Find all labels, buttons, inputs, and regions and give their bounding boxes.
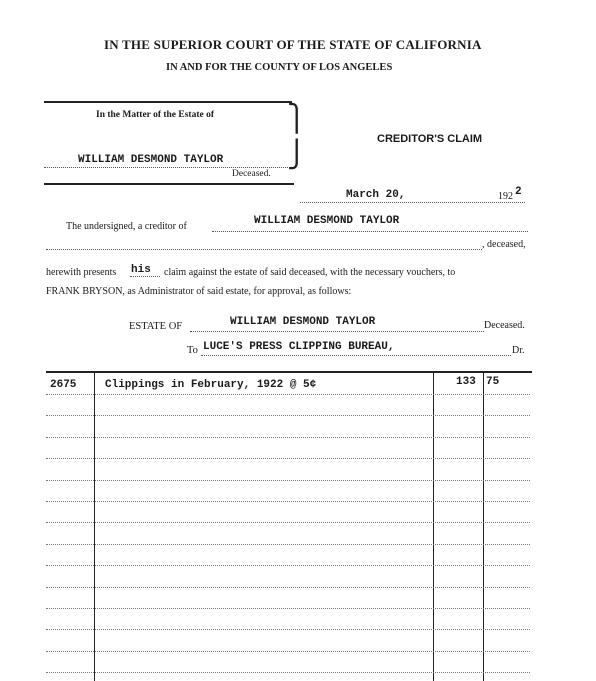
to-line — [201, 355, 511, 356]
ledger-quantity: 2675 — [50, 379, 77, 391]
his-word: his — [131, 264, 151, 276]
estate-of-line — [190, 331, 484, 332]
ledger-row-line — [46, 501, 530, 502]
his-line — [130, 276, 160, 277]
ledger-row-line — [46, 672, 530, 673]
administrator-text: FRANK BRYSON, as Administrator of said estate, for approval, as follows: — [46, 286, 352, 297]
caption-name-line — [44, 167, 294, 168]
claim-year-prefix: 192 — [498, 191, 513, 202]
estate-of-label: ESTATE OF — [129, 321, 183, 332]
estate-deceased-label: Deceased. — [484, 320, 525, 331]
caption-bottom-rule — [44, 183, 294, 185]
ledger-row-line — [46, 544, 530, 545]
ledger-row-line — [46, 565, 530, 566]
ledger-row-line — [46, 522, 530, 523]
caption-brace-top: ⎫ — [287, 104, 307, 134]
claim-text: claim against the estate of said deceased, with the necessary vouchers, to — [164, 267, 456, 278]
claim-date: March 20, — [346, 189, 406, 201]
creditor-of-line — [212, 231, 528, 232]
caption-decedent-name: WILLIAM DESMOND TAYLOR — [78, 154, 224, 166]
caption-brace-bottom: ⎭ — [287, 140, 307, 170]
ledger-dollars: 133 — [456, 376, 476, 388]
ledger-col-cents-divider — [483, 373, 484, 681]
court-heading: IN THE SUPERIOR COURT OF THE STATE OF CALIFORNIA — [104, 37, 482, 52]
ledger-row-line — [46, 651, 530, 652]
ledger-col-desc-divider — [94, 373, 95, 681]
undersigned-text: The undersigned, a creditor of — [66, 221, 187, 232]
county-heading: IN AND FOR THE COUNTY OF LOS ANGELES — [166, 62, 393, 73]
dr-label: Dr. — [512, 345, 525, 356]
ledger-row-line — [46, 394, 530, 395]
caption-deceased-label: Deceased. — [232, 169, 271, 179]
ledger-row-line — [46, 608, 530, 609]
second-blank-line — [46, 249, 482, 250]
claim-year-suffix: 2 — [515, 186, 522, 198]
document-title: CREDITOR'S CLAIM — [377, 133, 483, 145]
ledger-cents: 75 — [486, 376, 500, 388]
ledger-col-amount-divider — [433, 373, 434, 681]
to-label: To — [187, 345, 198, 356]
ledger-row-line — [46, 480, 530, 481]
ledger-row-line — [46, 629, 530, 630]
estate-name: WILLIAM DESMOND TAYLOR — [230, 316, 376, 328]
date-line — [300, 202, 525, 203]
payee-name: LUCE'S PRESS CLIPPING BUREAU, — [203, 341, 395, 353]
creditor-of-name: WILLIAM DESMOND TAYLOR — [254, 215, 400, 227]
ledger-row-line — [46, 587, 530, 588]
ledger-row-line — [46, 415, 530, 416]
ledger-top-rule — [46, 371, 532, 373]
ledger-description: Clippings in February, 1922 @ 5¢ — [105, 379, 317, 391]
caption-top-rule — [44, 101, 292, 103]
ledger-row-line — [46, 458, 530, 459]
matter-label: In the Matter of the Estate of — [96, 110, 215, 120]
herewith-text: herewith presents — [46, 267, 117, 278]
ledger-row-line — [46, 437, 530, 438]
deceased-suffix: , deceased, — [482, 239, 526, 250]
